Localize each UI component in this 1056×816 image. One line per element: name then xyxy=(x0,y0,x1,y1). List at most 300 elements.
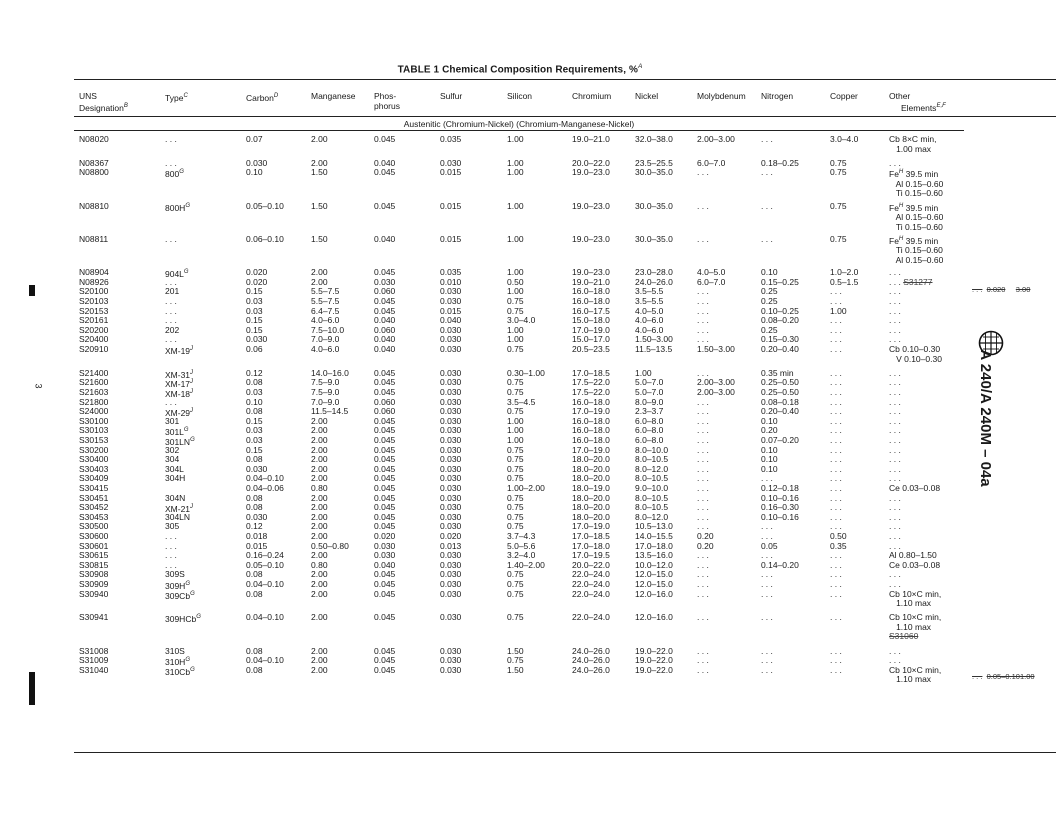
table-cell-type: 309S xyxy=(165,569,185,580)
table-cell-si: 1.00 xyxy=(507,425,524,436)
table-cell-cu: . . . xyxy=(830,367,842,378)
table-cell-s: 0.030 xyxy=(440,344,462,354)
table-cell-mo: . . . xyxy=(697,588,709,599)
table-cell-mo: . . . xyxy=(697,334,709,345)
table-cell-s: 0.030 xyxy=(440,502,462,513)
table-cell-cr: 17.0–19.0 xyxy=(572,444,610,455)
table-cell-c: 0.04–0.10 xyxy=(246,578,284,589)
table-cell-p: 0.040 xyxy=(374,315,396,326)
table-cell-s: 0.030 xyxy=(440,444,462,455)
table-cell-si: 1.00 xyxy=(507,334,524,345)
table-cell-type: 201 xyxy=(165,286,180,297)
table-cell-uns: S30200 xyxy=(79,444,109,455)
table-cell-uns: S20200 xyxy=(79,324,109,335)
table-cell-cu: 1.0–2.0 xyxy=(830,267,859,278)
table-cell-ni: 8.0–9.0 xyxy=(635,396,664,407)
table-cell-mn: 5.5–7.5 xyxy=(311,286,340,297)
table-cell-uns: S20400 xyxy=(79,334,109,345)
table-cell-p: 0.045 xyxy=(374,492,396,503)
table-cell-ni: 8.0–10.5 xyxy=(635,492,669,503)
table-cell-n: . . . xyxy=(761,550,773,561)
table-cell-p: 0.045 xyxy=(374,167,396,178)
table-cell-other: . . . xyxy=(889,444,901,455)
margin-deleted-note: . . . 0.020 3.00 xyxy=(972,285,1031,294)
table-cell-cr: 17.0–18.0 xyxy=(572,540,610,551)
table-cell-mn: 14.0–16.0 xyxy=(311,367,349,378)
table-cell-cr: 22.0–24.0 xyxy=(572,612,610,623)
table-cell-si: 0.75 xyxy=(507,655,524,666)
table-cell-si: 1.00–2.00 xyxy=(507,482,545,493)
table-cell-other: . . . xyxy=(889,645,901,656)
table-cell-si: 1.40–2.00 xyxy=(507,559,545,570)
table-cell-uns: S30601 xyxy=(79,540,109,551)
table-cell-cr: 18.0–19.0 xyxy=(572,482,610,493)
table-cell-type: $800^G$ xyxy=(165,169,184,180)
table-cell-si: 0.75 xyxy=(507,521,524,532)
table-cell-n: . . . xyxy=(761,521,773,532)
table-cell-cu: . . . xyxy=(830,492,842,503)
table-cell-cr: 19.0–23.0 xyxy=(572,267,610,278)
table-cell-p: 0.040 xyxy=(374,559,396,570)
table-cell-p: 0.045 xyxy=(374,367,396,378)
table-cell-n: . . . xyxy=(761,233,773,244)
table-cell-ni: 12.0–15.0 xyxy=(635,569,673,580)
table-cell-uns: S30451 xyxy=(79,492,109,503)
table-cell-si: 0.75 xyxy=(507,305,524,316)
table-cell-p: 0.060 xyxy=(374,286,396,297)
table-cell-cr: 16.0–18.0 xyxy=(572,415,610,426)
table-cell-si: 0.75 xyxy=(507,344,524,354)
table-cell-c: 0.04–0.10 xyxy=(246,655,284,666)
table-cell-other: . . . xyxy=(889,305,901,316)
table-cell-uns: N08904 xyxy=(79,267,109,278)
table-cell-s: 0.030 xyxy=(440,521,462,532)
table-cell-type: $800H^G$ xyxy=(165,202,190,213)
table-cell-uns: S31040 xyxy=(79,664,109,675)
table-cell-uns: S30409 xyxy=(79,473,109,484)
table-cell-cr: 16.0–17.5 xyxy=(572,305,610,316)
table-cell-si: 1.00 xyxy=(507,267,524,278)
table-cell-si: 0.75 xyxy=(507,502,524,513)
table-cell-mo: . . . xyxy=(697,444,709,455)
table-cell-type: . . . xyxy=(165,157,177,168)
table-cell-uns: S30400 xyxy=(79,454,109,465)
table-cell-n: 0.15–0.25 xyxy=(761,276,799,287)
table-cell-cr: 19.0–23.0 xyxy=(572,233,610,244)
table-cell-si: 5.0–5.6 xyxy=(507,540,536,551)
table-cell-s: 0.020 xyxy=(440,530,462,541)
table-cell-mn: 2.00 xyxy=(311,415,328,426)
table-cell-type: $904L^G$ xyxy=(165,269,189,280)
table-cell-cu: . . . xyxy=(830,559,842,570)
table-cell-n: 0.10 xyxy=(761,444,778,455)
table-cell-mo: . . . xyxy=(697,425,709,436)
table-cell-s: 0.015 xyxy=(440,233,462,244)
table-cell-mn: 4.0–6.0 xyxy=(311,344,340,354)
table-cell-cr: 15.0–17.0 xyxy=(572,334,610,345)
table-cell-type: 304LN xyxy=(165,511,191,522)
table-cell-cr: 17.0–18.5 xyxy=(572,530,610,541)
table-cell-cu: . . . xyxy=(830,569,842,580)
table-cell-p: 0.045 xyxy=(374,463,396,474)
table-cell-mn: 7.0–9.0 xyxy=(311,396,340,407)
table-cell-c: 0.08 xyxy=(246,664,263,675)
table-cell-mn: 0.80 xyxy=(311,559,328,570)
table-cell-s: 0.030 xyxy=(440,296,462,306)
table-cell-mn: 2.00 xyxy=(311,492,328,503)
table-cell-ni: 30.0–35.0 xyxy=(635,233,673,244)
table-cell-si: 0.75 xyxy=(507,463,524,474)
table-cell-cu: 0.75 xyxy=(830,233,847,244)
table-cell-mo: . . . xyxy=(697,559,709,570)
table-cell-p: 0.045 xyxy=(374,473,396,484)
table-cell-other: . . . xyxy=(889,521,901,532)
table-cell-c: 0.15 xyxy=(246,444,263,455)
table-cell-type: $XM-17^J$ xyxy=(165,379,194,390)
table-cell-p: 0.040 xyxy=(374,334,396,345)
table-cell-other: . . . xyxy=(889,267,901,278)
table-cell-other: Cb 10×C min, 1.10 max S31060 xyxy=(889,612,942,642)
table-cell-n: 0.25–0.50 xyxy=(761,377,799,388)
column-header: Phos- phorus xyxy=(374,91,400,111)
table-cell-si: 0.75 xyxy=(507,588,524,599)
table-cell-type: 304N xyxy=(165,492,186,503)
table-cell-mn: 2.00 xyxy=(311,588,328,599)
table-cell-cu: . . . xyxy=(830,578,842,589)
table-cell-mo: . . . xyxy=(697,511,709,522)
table-cell-mn: 2.00 xyxy=(311,454,328,465)
table-cell-cr: 18.0–20.0 xyxy=(572,463,610,474)
table-cell-uns: N08810 xyxy=(79,200,109,211)
table-cell-type: 304 xyxy=(165,454,180,465)
table-cell-s: 0.013 xyxy=(440,540,462,551)
table-cell-c: 0.15 xyxy=(246,324,263,335)
table-cell-cu: . . . xyxy=(830,454,842,465)
column-header: Other Elements$^{E,F}$ xyxy=(889,91,946,113)
table-cell-si: 0.75 xyxy=(507,492,524,503)
table-cell-other: . . . xyxy=(889,463,901,474)
table-cell-ni: 8.0–12.0 xyxy=(635,463,669,474)
column-header: Chromium xyxy=(572,91,612,101)
table-cell-s: 0.030 xyxy=(440,377,462,388)
table-cell-cr: 17.5–22.0 xyxy=(572,386,610,397)
table-cell-p: 0.045 xyxy=(374,200,396,211)
table-cell-uns: S20100 xyxy=(79,286,109,297)
table-cell-cr: 16.0–18.0 xyxy=(572,396,610,407)
table-cell-c: 0.08 xyxy=(246,645,263,656)
table-cell-mn: 4.0–6.0 xyxy=(311,315,340,326)
table-title: TABLE 1 Chemical Composition Requirements, %$^A$ xyxy=(397,63,643,76)
table-cell-si: 0.30–1.00 xyxy=(507,367,545,378)
table-cell-mn: 2.00 xyxy=(311,502,328,513)
table-cell-n: 0.10 xyxy=(761,454,778,465)
table-cell-p: 0.040 xyxy=(374,157,396,168)
table-cell-other: Cb 10×C min, 1.10 max xyxy=(889,664,942,685)
table-cell-p: 0.045 xyxy=(374,134,396,144)
table-cell-type: . . . xyxy=(165,530,177,541)
table-cell-mn: 2.00 xyxy=(311,463,328,474)
table-cell-c: 0.030 xyxy=(246,334,268,345)
table-cell-ni: 4.0–5.0 xyxy=(635,305,664,316)
table-cell-s: 0.015 xyxy=(440,200,462,211)
table-cell-n: 0.10–0.16 xyxy=(761,492,799,503)
table-cell-mo: . . . xyxy=(697,569,709,580)
table-cell-n: . . . xyxy=(761,569,773,580)
table-cell-c: 0.03 xyxy=(246,296,263,306)
table-cell-ni: 3.5–5.5 xyxy=(635,296,664,306)
table-cell-uns: S31008 xyxy=(79,645,109,656)
group-label: Austenitic (Chromium-Nickel) (Chromium-Manganese-Nickel) xyxy=(403,119,635,129)
table-cell-other: Ce 0.03–0.08 xyxy=(889,482,941,493)
table-cell-mn: 2.00 xyxy=(311,550,328,561)
table-cell-n: 0.25 xyxy=(761,286,778,297)
table-cell-uns: S30909 xyxy=(79,578,109,589)
table-bottom-rule xyxy=(74,752,1056,753)
table-cell-mn: 2.00 xyxy=(311,578,328,589)
table-cell-uns: S31009 xyxy=(79,655,109,666)
table-cell-ni: 9.0–10.0 xyxy=(635,482,669,493)
table-cell-type: $301L^G$ xyxy=(165,427,189,438)
table-cell-c: 0.15 xyxy=(246,315,263,326)
table-cell-c: 0.15 xyxy=(246,286,263,297)
table-cell-mn: 0.50–0.80 xyxy=(311,540,349,551)
table-cell-ni: 8.0–10.5 xyxy=(635,473,669,484)
column-header: Molybdenum xyxy=(697,91,746,101)
table-cell-cr: 22.0–24.0 xyxy=(572,588,610,599)
table-cell-ni: 6.0–8.0 xyxy=(635,425,664,436)
table-cell-type: . . . xyxy=(165,550,177,561)
table-cell-uns: S24000 xyxy=(79,406,109,417)
table-cell-mo: . . . xyxy=(697,415,709,426)
change-bar xyxy=(29,672,35,705)
table-cell-ni: 5.0–7.0 xyxy=(635,386,664,397)
table-cell-mn: 2.00 xyxy=(311,530,328,541)
table-cell-type: . . . xyxy=(165,559,177,570)
table-cell-mo: . . . xyxy=(697,664,709,675)
table-cell-other: . . . xyxy=(889,434,901,445)
table-cell-si: 0.75 xyxy=(507,473,524,484)
table-cell-uns: S20103 xyxy=(79,296,109,306)
table-cell-n: . . . xyxy=(761,664,773,675)
table-cell-s: 0.030 xyxy=(440,550,462,561)
table-cell-ni: 8.0–10.0 xyxy=(635,444,669,455)
table-cell-other: . . . xyxy=(889,492,901,503)
table-cell-uns: S30415 xyxy=(79,482,109,493)
table-cell-mo: . . . xyxy=(697,434,709,445)
table-cell-cu: . . . xyxy=(830,655,842,666)
table-cell-n: . . . xyxy=(761,655,773,666)
table-cell-ni: 13.5–16.0 xyxy=(635,550,673,561)
table-cell-mo: . . . xyxy=(697,473,709,484)
table-cell-mo: . . . xyxy=(697,612,709,623)
table-cell-si: 0.75 xyxy=(507,612,524,623)
table-cell-cr: 19.0–21.0 xyxy=(572,134,610,144)
table-cell-c: 0.04–0.06 xyxy=(246,482,284,493)
table-cell-si: 1.00 xyxy=(507,167,524,178)
table-cell-p: 0.045 xyxy=(374,444,396,455)
table-cell-uns: N08800 xyxy=(79,167,109,178)
table-cell-si: 1.00 xyxy=(507,415,524,426)
table-cell-other: . . . xyxy=(889,367,901,378)
table-cell-other: Cb 8×C min, 1.00 max xyxy=(889,134,937,154)
table-cell-n: 0.25 xyxy=(761,324,778,335)
table-cell-uns: S21600 xyxy=(79,377,109,388)
table-cell-s: 0.030 xyxy=(440,425,462,436)
table-cell-type: $XM-19^J$ xyxy=(165,345,194,356)
table-cell-mo: . . . xyxy=(697,286,709,297)
table-cell-n: 0.25 xyxy=(761,296,778,306)
column-header: Copper xyxy=(830,91,858,101)
table-cell-cu: . . . xyxy=(830,521,842,532)
table-cell-c: 0.018 xyxy=(246,530,268,541)
table-cell-p: 0.045 xyxy=(374,425,396,436)
table-cell-c: 0.020 xyxy=(246,276,268,287)
table-cell-p: 0.045 xyxy=(374,569,396,580)
table-cell-cu: . . . xyxy=(830,664,842,675)
table-cell-mo: 1.50–3.00 xyxy=(697,344,735,354)
table-cell-mn: 2.00 xyxy=(311,267,328,278)
table-cell-cu: . . . xyxy=(830,645,842,656)
table-cell-s: 0.030 xyxy=(440,482,462,493)
table-cell-si: 3.0–4.0 xyxy=(507,315,536,326)
table-cell-type: $301LN^G$ xyxy=(165,436,195,447)
table-cell-n: 0.25–0.50 xyxy=(761,386,799,397)
table-cell-uns: N08926 xyxy=(79,276,109,287)
table-cell-si: 0.75 xyxy=(507,569,524,580)
table-cell-cr: 18.0–20.0 xyxy=(572,502,610,513)
table-cell-uns: S30453 xyxy=(79,511,109,522)
table-cell-n: 0.10 xyxy=(761,415,778,426)
table-cell-n: 0.05 xyxy=(761,540,778,551)
table-cell-type: . . . xyxy=(165,276,177,287)
table-cell-cr: 17.0–19.5 xyxy=(572,550,610,561)
table-cell-s: 0.030 xyxy=(440,157,462,168)
table-cell-cu: . . . xyxy=(830,473,842,484)
table-cell-s: 0.030 xyxy=(440,286,462,297)
table-cell-cr: 15.0–18.0 xyxy=(572,315,610,326)
table-cell-cr: 17.0–18.5 xyxy=(572,367,610,378)
table-cell-uns: S20153 xyxy=(79,305,109,316)
table-cell-ni: 1.00 xyxy=(635,367,652,378)
table-cell-mo: . . . xyxy=(697,492,709,503)
table-cell-other: . . . xyxy=(889,578,901,589)
table-cell-p: 0.045 xyxy=(374,521,396,532)
table-cell-c: 0.08 xyxy=(246,502,263,513)
table-cell-cr: 24.0–26.0 xyxy=(572,664,610,675)
table-cell-cr: 18.0–20.0 xyxy=(572,473,610,484)
table-cell-cr: 17.5–22.0 xyxy=(572,377,610,388)
table-cell-cu: . . . xyxy=(830,482,842,493)
table-cell-cu: 0.75 xyxy=(830,157,847,168)
table-cell-type: $309H^G$ xyxy=(165,580,190,591)
table-cell-cr: 22.0–24.0 xyxy=(572,569,610,580)
table-cell-n: 0.15–0.30 xyxy=(761,334,799,345)
table-cell-type: . . . xyxy=(165,540,177,551)
table-cell-c: 0.10 xyxy=(246,396,263,407)
table-cell-c: 0.020 xyxy=(246,267,268,278)
table-cell-uns: S21400 xyxy=(79,367,109,378)
table-cell-cu: 3.0–4.0 xyxy=(830,134,859,144)
table-cell-n: 0.10–0.16 xyxy=(761,511,799,522)
table-cell-mn: 2.00 xyxy=(311,444,328,455)
column-header: Sulfur xyxy=(440,91,463,101)
table-cell-ni: 4.0–6.0 xyxy=(635,315,664,326)
table-cell-mo: . . . xyxy=(697,521,709,532)
table-cell-type: 304L xyxy=(165,463,184,474)
table-cell-n: . . . xyxy=(761,578,773,589)
table-cell-si: 1.00 xyxy=(507,286,524,297)
table-cell-cu: . . . xyxy=(830,315,842,326)
table-cell-cr: 20.0–22.0 xyxy=(572,559,610,570)
table-cell-mo: . . . xyxy=(697,550,709,561)
table-cell-s: 0.030 xyxy=(440,386,462,397)
table-cell-uns: S30615 xyxy=(79,550,109,561)
table-cell-s: 0.030 xyxy=(440,612,462,623)
table-cell-cr: 18.0–20.0 xyxy=(572,511,610,522)
table-cell-other: . . . xyxy=(889,502,901,513)
table-cell-mn: 7.5–10.0 xyxy=(311,324,345,335)
table-cell-cu: 0.35 xyxy=(830,540,847,551)
table-cell-p: 0.045 xyxy=(374,588,396,599)
table-cell-other: . . . xyxy=(889,324,901,335)
table-cell-si: 0.75 xyxy=(507,444,524,455)
table-cell-ni: 17.0–18.0 xyxy=(635,540,673,551)
table-cell-s: 0.035 xyxy=(440,134,462,144)
table-cell-ni: 23.5–25.5 xyxy=(635,157,673,168)
table-cell-n: 0.10 xyxy=(761,463,778,474)
table-cell-mo: 4.0–5.0 xyxy=(697,267,726,278)
table-cell-si: 0.50 xyxy=(507,276,524,287)
table-cell-c: 0.08 xyxy=(246,406,263,417)
table-cell-ni: 1.50–3.00 xyxy=(635,334,673,345)
table-cell-si: 0.75 xyxy=(507,454,524,465)
table-cell-type: $310Cb^G$ xyxy=(165,666,195,677)
table-cell-ni: 23.0–28.0 xyxy=(635,267,673,278)
standard-designation: A 240/A 240M – 04a xyxy=(977,349,994,487)
table-cell-p: 0.045 xyxy=(374,645,396,656)
table-cell-other: . . . xyxy=(889,530,901,541)
table-cell-mn: 11.5–14.5 xyxy=(311,406,349,417)
table-cell-cr: 19.0–21.0 xyxy=(572,276,610,287)
table-cell-other: Cb 0.10–0.30 V 0.10–0.30 xyxy=(889,344,942,364)
table-cell-mo: . . . xyxy=(697,655,709,666)
table-cell-n: . . . xyxy=(761,200,773,211)
table-cell-n: . . . xyxy=(761,473,773,484)
table-cell-ni: 10.0–12.0 xyxy=(635,559,673,570)
table-cell-c: 0.03 xyxy=(246,434,263,445)
table-cell-type: $XM-31^J$ xyxy=(165,369,194,380)
table-cell-uns: S30940 xyxy=(79,588,109,599)
table-cell-cr: 20.5–23.5 xyxy=(572,344,610,354)
table-cell-p: 0.045 xyxy=(374,612,396,623)
table-cell-c: 0.03 xyxy=(246,305,263,316)
table-cell-c: 0.015 xyxy=(246,540,268,551)
table-cell-c: 0.12 xyxy=(246,367,263,378)
table-cell-s: 0.030 xyxy=(440,588,462,599)
table-cell-cr: 17.0–19.0 xyxy=(572,521,610,532)
table-cell-uns: S30815 xyxy=(79,559,109,570)
table-cell-p: 0.045 xyxy=(374,511,396,522)
table-cell-other: $Fe^H$ 39.5 min Al 0.15–0.60 Ti 0.15–0.60 xyxy=(889,169,944,199)
table-cell-c: 0.08 xyxy=(246,454,263,465)
table-cell-c: 0.08 xyxy=(246,492,263,503)
table-cell-mo: 0.20 xyxy=(697,540,714,551)
table-cell-cr: 16.0–18.0 xyxy=(572,286,610,297)
table-cell-mn: 2.00 xyxy=(311,612,328,623)
table-cell-mn: 2.00 xyxy=(311,157,328,168)
table-cell-n: 0.12–0.18 xyxy=(761,482,799,493)
table-cell-type: $XM-18^J$ xyxy=(165,388,194,399)
